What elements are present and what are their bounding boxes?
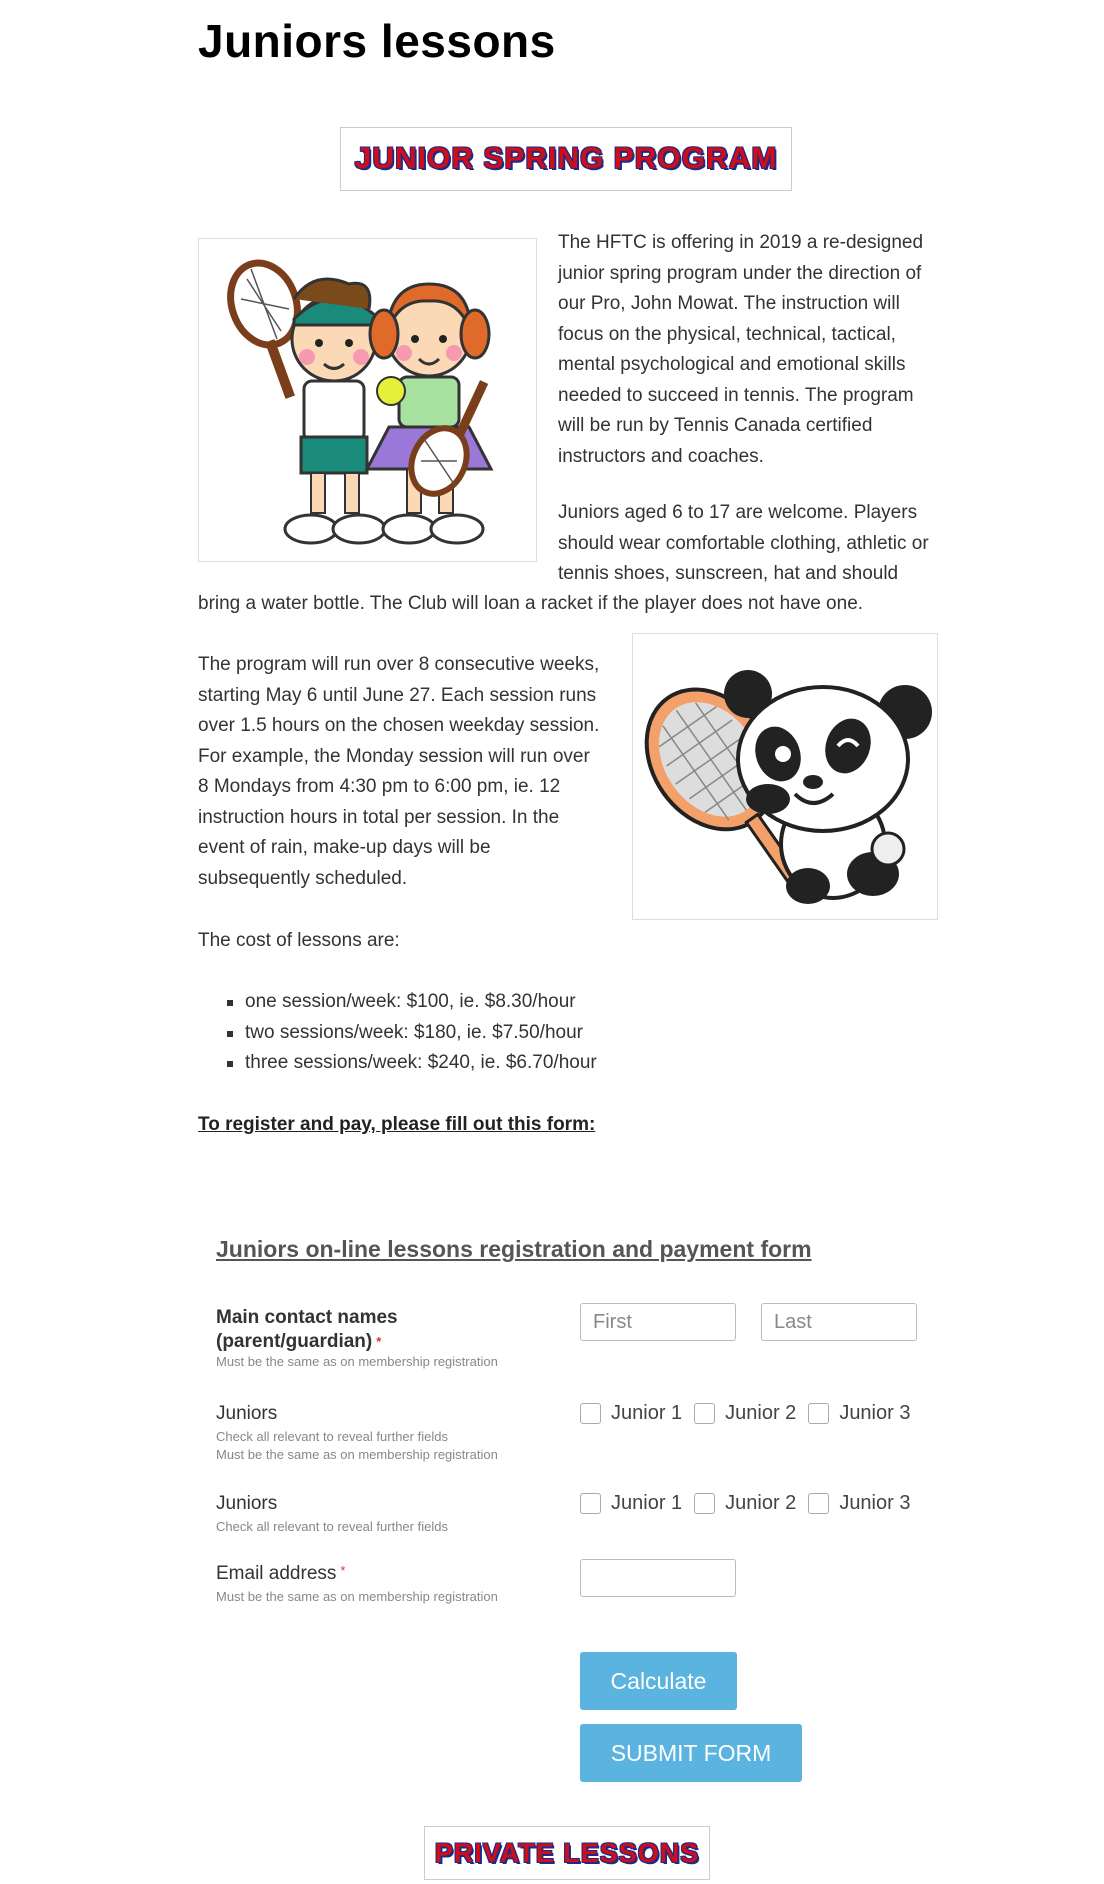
required-marker: *	[376, 1334, 382, 1349]
junior-2-option[interactable]: Junior 2	[694, 1492, 796, 1515]
email-label: Email address *	[216, 1563, 346, 1584]
junior-1-option[interactable]: Junior 1	[580, 1492, 682, 1515]
junior-1-option[interactable]: Junior 1	[580, 1402, 682, 1425]
juniors-hint: Check all relevant to reveal further fields	[216, 1519, 448, 1534]
panda-tennis-image	[632, 633, 938, 920]
junior-3-checkbox[interactable]	[808, 1403, 829, 1424]
last-name-input[interactable]	[761, 1303, 917, 1341]
junior-spring-program-banner	[340, 127, 792, 191]
list-item: one session/week: $100, ie. $8.30/hour	[198, 987, 597, 1018]
junior-3-checkbox[interactable]	[808, 1493, 829, 1514]
junior-2-checkbox[interactable]	[694, 1403, 715, 1424]
kids-tennis-illustration	[199, 239, 536, 561]
page-title: Juniors lessons	[198, 15, 556, 67]
banner-text: PRIVATE LESSONS	[434, 1837, 700, 1868]
junior-1-checkbox[interactable]	[580, 1403, 601, 1424]
cost-intro: The cost of lessons are:	[198, 930, 400, 951]
junior-3-option[interactable]: Junior 3	[808, 1402, 910, 1425]
calculate-button[interactable]: Calculate	[580, 1652, 737, 1710]
list-item: two sessions/week: $180, ie. $7.50/hour	[198, 1018, 597, 1049]
juniors-checkbox-group	[580, 1402, 922, 1425]
requirements-paragraph-end: bring a water bottle. The Club will loan a racket if the player does not have one.	[198, 593, 864, 614]
register-instruction: To register and pay, please fill out this form:	[198, 1114, 596, 1135]
requirements-paragraph: Juniors aged 6 to 17 are welcome. Players should wear comfortable clothing, athletic or tennis shoes, sunscreen, hat and should	[558, 502, 929, 584]
juniors-hint-membership: Must be the same as on membership registration	[216, 1447, 498, 1462]
private-lessons-banner	[424, 1826, 710, 1880]
contact-hint: Must be the same as on membership registration	[216, 1354, 498, 1369]
contact-label: Main contact names (parent/guardian) *	[216, 1307, 398, 1352]
juniors-label: Juniors	[216, 1403, 278, 1424]
juniors-label: Juniors	[216, 1493, 278, 1514]
junior-2-checkbox[interactable]	[694, 1493, 715, 1514]
juniors-hint: Check all relevant to reveal further fields	[216, 1429, 448, 1444]
banner-text: JUNIOR SPRING PROGRAM	[354, 142, 778, 175]
list-item: three sessions/week: $240, ie. $6.70/hour	[198, 1048, 597, 1079]
email-hint: Must be the same as on membership registration	[216, 1589, 498, 1604]
junior-1-checkbox[interactable]	[580, 1493, 601, 1514]
form-title: Juniors on-line lessons registration and payment form	[216, 1236, 812, 1262]
submit-form-button[interactable]: SUBMIT FORM	[580, 1724, 802, 1782]
required-marker: *	[340, 1563, 346, 1578]
panda-illustration	[633, 634, 937, 919]
juniors-checkbox-group	[580, 1492, 922, 1515]
junior-3-option[interactable]: Junior 3	[808, 1492, 910, 1515]
junior-2-option[interactable]: Junior 2	[694, 1402, 796, 1425]
intro-paragraph: The HFTC is offering in 2019 a re-designed junior spring program under the direction of our Pro, John Mowat. The instruction will focus on the physical, technical, tactical, mental psychological and emotional skills needed to succeed in tennis. The program will be run by Tennis Canada certified instructors and coaches.	[558, 232, 924, 467]
kids-tennis-image	[198, 238, 537, 562]
email-field[interactable]	[580, 1559, 736, 1597]
schedule-paragraph: The program will run over 8 consecutive weeks, starting May 6 until June 27. Each session runs over 1.5 hours on the chosen weekday session. For example, the Monday session will run over 8 Mondays from 4:30 pm to 6:00 pm, ie. 12 instruction hours in total per session. In the event of rain, make-up days will be subsequently scheduled.	[198, 654, 600, 889]
first-name-input[interactable]	[580, 1303, 736, 1341]
cost-list	[198, 987, 597, 1079]
